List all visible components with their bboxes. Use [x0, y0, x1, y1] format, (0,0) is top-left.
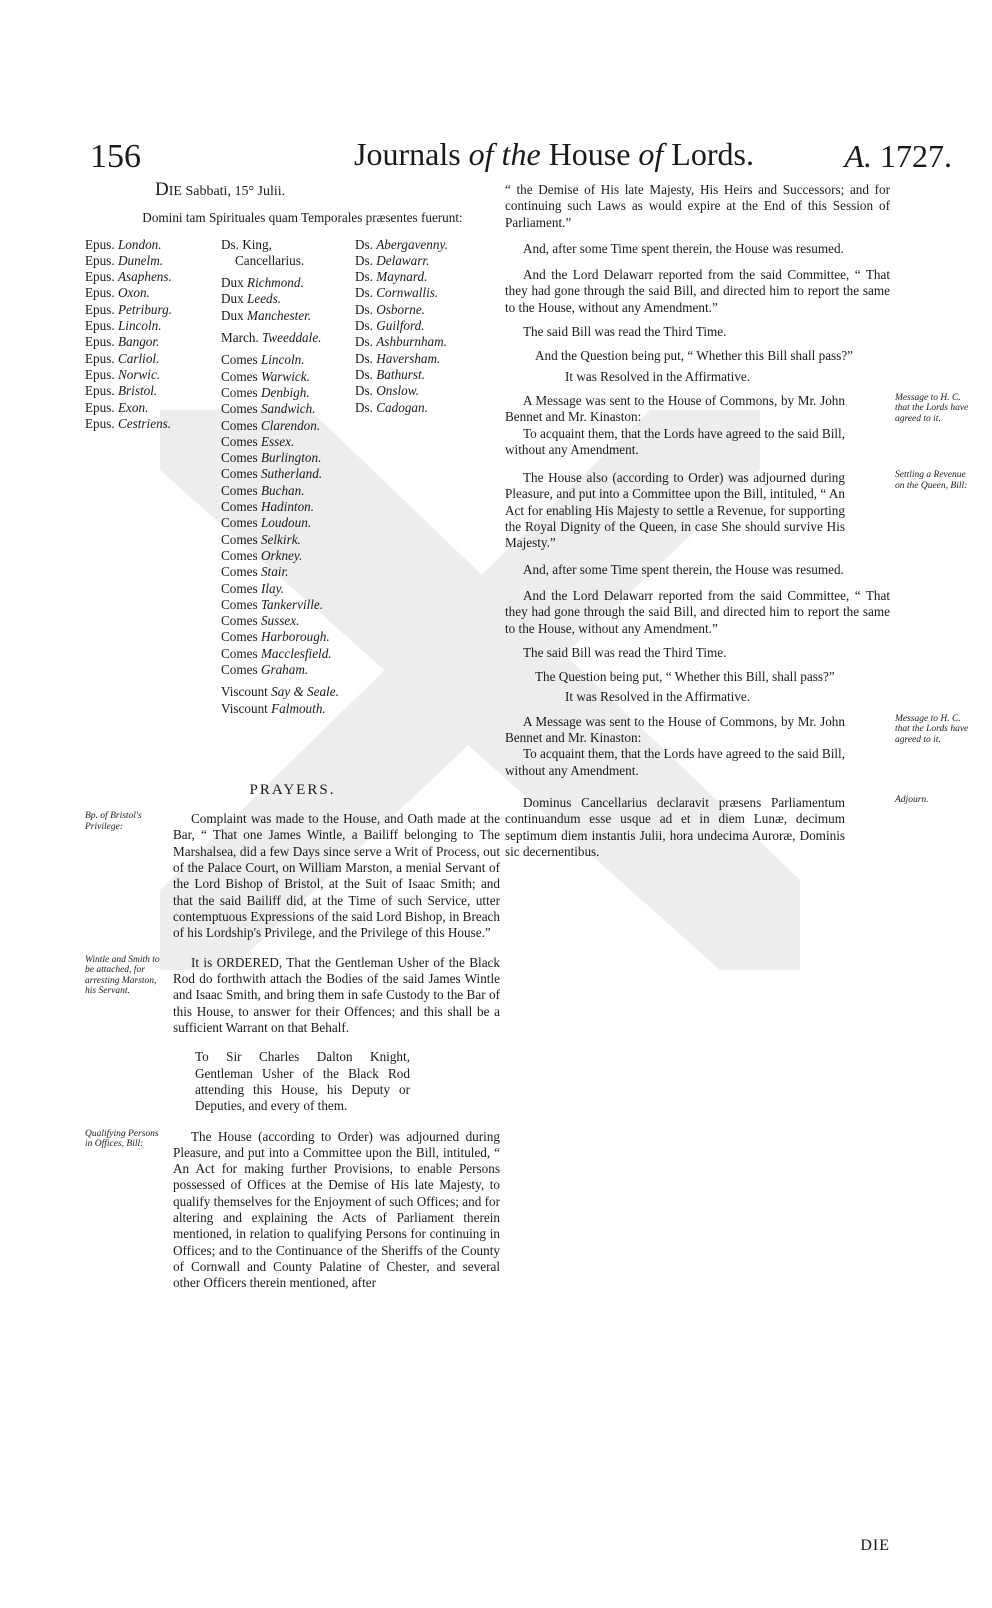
margin-note-privilege: Bp. of Bristol's Privilege:	[85, 811, 142, 832]
margin-note-message-2: Message to H. C. that the Lords have agreed to it.	[895, 713, 969, 745]
message-1: A Message was sent to the House of Commons, by Mr. John Bennet and Mr. Kinaston:	[505, 392, 845, 425]
earl-entry: Comes Sandwich.	[221, 401, 316, 417]
duke-entry: Dux Manchester.	[221, 307, 312, 323]
prayers-heading: PRAYERS.	[249, 781, 336, 798]
page-header	[90, 128, 952, 178]
left-column	[85, 179, 500, 1305]
adjournment-paragraph: Dominus Cancellarius declaravit præsens Parliamentum continuandum esse usque ad et in diem Lunæ, decimum septimum diem instantis Julii, hora undecima Auroræ, Dominis sic decernentibus.	[505, 794, 845, 859]
margin-note-adjourn: Adjourn.	[895, 794, 929, 805]
resolved-1: It was Resolved in the Affirmative.	[565, 368, 751, 384]
message-2: A Message was sent to the House of Commons, by Mr. John Bennet and Mr. Kinaston:	[505, 713, 845, 746]
acquaint-2: To acquaint them, that the Lords have agreed to the said Bill, without any Amendment.	[505, 746, 845, 778]
marquess-entry: March. Tweeddale.	[221, 330, 322, 346]
duke-entry: Dux Richmond.	[221, 275, 304, 291]
baron-entry: Ds. Osborne.	[355, 301, 425, 317]
baron-entry: Ds. Cornwallis.	[355, 285, 439, 301]
bishop-entry: Epus. Petriburg.	[85, 301, 173, 317]
complaint-paragraph: Complaint was made to the House, and Oath made at the Bar, “ That one James Wintle, a Bailiff belonging to The Marshalsea, did a few Days since serve a Writ of Process, out of the Palace Court, on William Marston, a menial Servant of the Lord Bishop of Bristol, at the Suit of Isaac Smith; and that the said Bailiff did, at the Time of such Service, utter contemptuous Expressions of the said Lord Bishop, in Breach of his Lordship's Privilege, and the Privilege of this House.”	[173, 811, 500, 941]
earl-entry: Comes Lincoln.	[221, 352, 305, 368]
baron-entry: Ds. Delawarr.	[355, 252, 430, 268]
margin-note-revenue: Settling a Revenue on the Queen, Bill:	[895, 470, 968, 491]
attach-section	[85, 955, 500, 1036]
bishop-entry: Epus. Norwic.	[85, 366, 161, 382]
temporal-lords-column	[221, 237, 353, 717]
earl-entry: Comes Buchan.	[221, 482, 305, 498]
barons-column	[355, 237, 495, 416]
date-heading: DIE Sabbati, 15° Julii.	[155, 179, 286, 200]
third-reading-2: The said Bill was read the Third Time.	[523, 644, 727, 660]
running-title: Journals of the House of Lords.	[354, 136, 754, 172]
earl-entry: Comes Loudoun.	[221, 515, 312, 531]
question-1: And the Question being put, “ Whether this Bill shall pass?”	[535, 348, 854, 364]
bishop-entry: Epus. Lincoln.	[85, 318, 162, 334]
bishop-entry: Epus. Cestriens.	[85, 415, 172, 431]
bishop-entry: Epus. Bangor.	[85, 334, 160, 350]
third-reading-1: The said Bill was read the Third Time.	[523, 324, 727, 340]
margin-note-qualifying: Qualifying Persons in Offices, Bill:	[85, 1128, 159, 1149]
qualifying-paragraph: The House (according to Order) was adjourned during Pleasure, and put into a Committee upon the Bill, intituled, “ An Act for making further Provisions, to enable Persons possessed of Offices at the Demise of His late Majesty, to qualify themselves for the Enjoyment of such Offices; and for altering and explaining the Acts of Parliament therein mentioned, in relation to qualifying Persons for continuing in Offices; and to the Continuance of the Sheriffs of the County of Cornwall and County Palatine of Chester, and several other Officers therein mentioned, after	[173, 1128, 500, 1291]
bishops-column	[85, 237, 217, 433]
revenue-paragraph: The House also (according to Order) was adjourned during Pleasure, and put into a Committee upon the Bill, intituled, “ An Act for enabling His Majesty to settle a Revenue, for supporting the Royal Dignity of the Queen, in case She should survive His Majesty.”	[505, 470, 845, 551]
bishop-entry: Epus. Asaphens.	[85, 269, 172, 285]
margin-note-message-1: Message to H. C. that the Lords have agreed to it.	[895, 392, 969, 424]
earl-entry: Comes Burlington.	[221, 450, 322, 466]
page-number: 156	[90, 138, 141, 175]
baron-entry: Ds. Abergavenny.	[355, 236, 448, 252]
earl-entry: Comes Macclesfield.	[221, 645, 332, 661]
earl-entry: Comes Sussex.	[221, 613, 300, 629]
delawarr-report-2: And the Lord Delawarr reported from the said Committee, “ That they had gone through the said Bill, and directed him to report the same to the House, without any Amendment.”	[505, 587, 890, 636]
delawarr-report-1: And the Lord Delawarr reported from the said Committee, “ That they had gone through the said Bill, and directed him to report the same to the House, without any Amendment.”	[505, 267, 890, 315]
earl-entry: Comes Orkney.	[221, 547, 303, 563]
earl-entry: Comes Denbigh.	[221, 384, 310, 400]
right-column	[505, 182, 969, 1554]
earl-entry: Comes Selkirk.	[221, 531, 301, 547]
earl-entry: Comes Tankerville.	[221, 596, 324, 612]
attendance-roll	[85, 237, 500, 782]
question-2: The Question being put, “ Whether this Bill, shall pass?”	[535, 669, 835, 685]
message-section-1	[505, 392, 969, 458]
baron-entry: Ds. Cadogan.	[355, 399, 428, 415]
qualifying-section	[85, 1129, 500, 1292]
viscount-entry: Viscount Say & Seale.	[221, 684, 339, 700]
viscount-entry: Viscount Falmouth.	[221, 700, 326, 716]
earl-entry: Comes Clarendon.	[221, 417, 321, 433]
bishop-entry: Epus. Bristol.	[85, 383, 158, 399]
earl-entry: Comes Harborough.	[221, 629, 330, 645]
baron-entry: Ds. Haversham.	[355, 350, 441, 366]
addressee-paragraph: To Sir Charles Dalton Knight, Gentleman Usher of the Black Rod attending this House, his Deputy or Deputies, and every of them.	[195, 1049, 410, 1114]
bishop-entry: Epus. Dunelm.	[85, 252, 164, 268]
bishop-entry: Epus. London.	[85, 236, 162, 252]
adjourn-section	[505, 794, 929, 860]
bishop-entry: Epus. Carliol.	[85, 350, 160, 366]
chancellor-entry: Ds. King,	[221, 236, 272, 252]
house-resumed-1: And, after some Time spent therein, the House was resumed.	[523, 240, 844, 256]
order-paragraph: It is ORDERED, That the Gentleman Usher of the Black Rod do forthwith attach the Bodies of the said James Wintle and Isaac Smith, and bring them in safe Custody to the Bar of this House, to answer for their Offences; and this shall be a sufficient Warrant on that Behalf.	[173, 954, 500, 1035]
earl-entry: Comes Essex.	[221, 433, 295, 449]
margin-note-attach: Wintle and Smith to be attached, for arresting Marston, his Servant.	[85, 954, 160, 997]
earl-entry: Comes Stair.	[221, 564, 289, 580]
baron-entry: Ds. Guilford.	[355, 318, 425, 334]
earl-entry: Comes Hadinton.	[221, 499, 315, 515]
earl-entry: Comes Warwick.	[221, 368, 310, 384]
year: A. 1727.	[844, 138, 952, 174]
bishop-entry: Epus. Exon.	[85, 399, 149, 415]
earl-entry: Comes Ilay.	[221, 580, 285, 596]
message-section-2	[505, 713, 969, 779]
baron-entry: Ds. Bathurst.	[355, 366, 425, 382]
bishop-entry: Epus. Oxon.	[85, 285, 150, 301]
house-resumed-2: And, after some Time spent therein, the House was resumed.	[523, 561, 844, 577]
resolved-2: It was Resolved in the Affirmative.	[565, 689, 751, 705]
chancellor-title: Cancellarius.	[235, 252, 305, 268]
revenue-section	[505, 470, 968, 551]
baron-entry: Ds. Onslow.	[355, 383, 419, 399]
baron-entry: Ds. Ashburnham.	[355, 334, 447, 350]
privilege-section	[85, 811, 500, 941]
presentes-line: Domini tam Spirituales quam Temporales præsentes fuerunt:	[142, 210, 463, 226]
duke-entry: Dux Leeds.	[221, 291, 282, 307]
catchword: DIE	[860, 1537, 890, 1554]
baron-entry: Ds. Maynard.	[355, 269, 428, 285]
earl-entry: Comes Sutherland.	[221, 466, 323, 482]
bill-continuation: “ the Demise of His late Majesty, His Heirs and Successors; and for continuing such Laws as would expire at the End of this Session of Parliament.”	[505, 182, 890, 230]
earl-entry: Comes Graham.	[221, 662, 309, 678]
acquaint-1: To acquaint them, that the Lords have agreed to the said Bill, without any Amendment.	[505, 425, 845, 457]
